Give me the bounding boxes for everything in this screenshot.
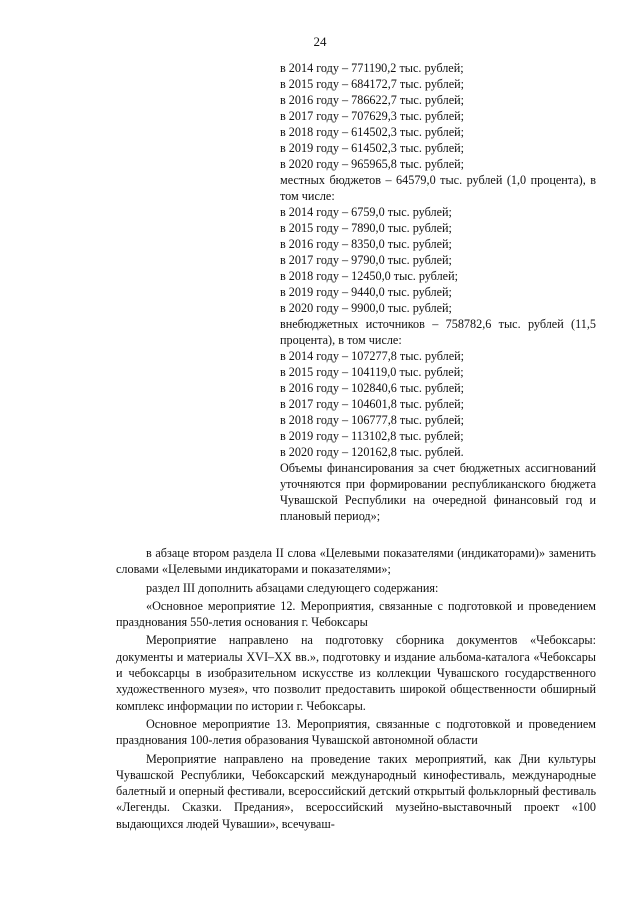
main-text: [116, 545, 596, 834]
paragraph: Основное мероприятие 13. Мероприятия, связанные с подготовкой и проведением празднования 100-летия образования Чувашской автономной области: [116, 716, 596, 748]
regional-budget-line: в 2018 году – 614502,3 тыс. рублей;: [280, 125, 465, 139]
regional-budget-line: в 2015 году – 684172,7 тыс. рублей;: [280, 77, 465, 91]
regional-budget-line: в 2019 году – 614502,3 тыс. рублей;: [280, 141, 465, 155]
extrabudgetary-line: в 2018 году – 106777,8 тыс. рублей;: [280, 413, 465, 427]
local-budget-line: в 2019 году – 9440,0 тыс. рублей;: [280, 285, 452, 299]
regional-budget-line: в 2016 году – 786622,7 тыс. рублей;: [280, 93, 465, 107]
extrabudgetary-line: в 2019 году – 113102,8 тыс. рублей;: [280, 429, 464, 443]
extrabudgetary-line: в 2020 году – 120162,8 тыс. рублей.: [280, 445, 464, 459]
local-budget-line: в 2014 году – 6759,0 тыс. рублей;: [280, 205, 452, 219]
regional-budget-line: в 2020 году – 965965,8 тыс. рублей;: [280, 157, 465, 171]
paragraph: раздел III дополнить абзацами следующего содержания:: [146, 580, 439, 595]
funding-note: Объемы финансирования за счет бюджетных ассигнований уточняются при формировании республиканского бюджета Чувашской Республики на очередной финансовый год и плановый период»;: [280, 461, 596, 523]
paragraph: Мероприятие направлено на подготовку сборника документов «Чебоксары: документы и материалы XVI–XX вв.», подготовку и издание альбома-каталога «Чебоксары и чебоксарцы в изобразительном искусстве из коллекции Чувашского государственного художественного музея», что позволит предоставить широкой общественности обширный комплекс информации по истории г. Чебоксары.: [116, 633, 596, 713]
extrabudgetary-line: в 2016 году – 102840,6 тыс. рублей;: [280, 381, 465, 395]
paragraph: «Основное мероприятие 12. Мероприятия, связанные с подготовкой и проведением празднования 550-летия основания г. Чебоксары: [116, 598, 596, 630]
local-budget-line: в 2018 году – 12450,0 тыс. рублей;: [280, 269, 458, 283]
extrabudgetary-total: внебюджетных источников – 758782,6 тыс. рублей (11,5 процента), в том числе:: [280, 317, 596, 347]
extrabudgetary-line: в 2017 году – 104601,8 тыс. рублей;: [280, 397, 465, 411]
extrabudgetary-line: в 2014 году – 107277,8 тыс. рублей;: [280, 349, 465, 363]
regional-budget-line: в 2014 году – 771190,2 тыс. рублей;: [280, 61, 464, 75]
local-budget-line: в 2020 году – 9900,0 тыс. рублей;: [280, 301, 452, 315]
paragraph: в абзаце втором раздела II слова «Целевыми показателями (индикаторами)» заменить словами «Целевыми индикаторами и показателями»;: [116, 546, 596, 577]
regional-budget-line: в 2017 году – 707629,3 тыс. рублей;: [280, 109, 465, 123]
paragraph: Мероприятие направлено на проведение таких мероприятий, как Дни культуры Чувашской Республики, Чебоксарский международный кинофестиваль, международные балетный и оперный фестивали, всероссийский детский открытый фольклорный фестиваль «Легенды. Сказки. Предания», всероссийский музейно-выставочный проект «100 выдающихся людей Чувашии», всечуваш-: [116, 751, 596, 831]
local-budget-line: в 2015 году – 7890,0 тыс. рублей;: [280, 221, 452, 235]
local-budget-line: в 2017 году – 9790,0 тыс. рублей;: [280, 253, 452, 267]
funding-column: [280, 60, 596, 524]
local-budgets-total: местных бюджетов – 64579,0 тыс. рублей (1,0 процента), в том числе:: [280, 173, 596, 203]
extrabudgetary-line: в 2015 году – 104119,0 тыс. рублей;: [280, 365, 464, 379]
page-number: 24: [313, 34, 327, 49]
local-budget-line: в 2016 году – 8350,0 тыс. рублей;: [280, 237, 452, 251]
